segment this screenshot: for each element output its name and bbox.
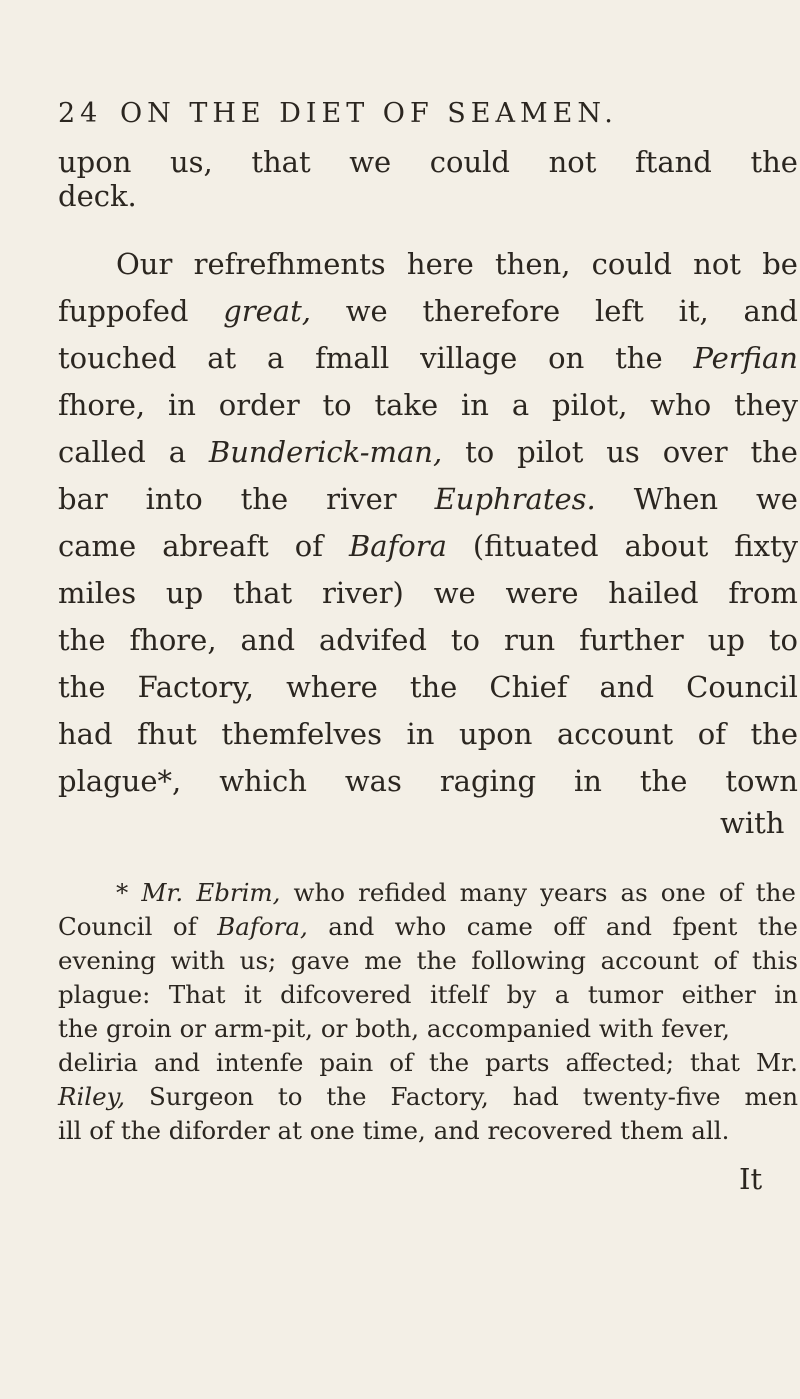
word: plague*, bbox=[58, 764, 182, 798]
word: Riley, bbox=[58, 1082, 125, 1111]
word: touched bbox=[58, 341, 177, 375]
word: bar bbox=[58, 482, 108, 516]
word: the bbox=[240, 482, 289, 516]
word: we bbox=[433, 576, 476, 610]
word: we bbox=[345, 294, 388, 328]
footnote-line-1 bbox=[116, 877, 796, 909]
word: of bbox=[718, 878, 743, 907]
word: could bbox=[429, 145, 510, 179]
body-line-1 bbox=[58, 142, 798, 182]
body-line-2: deck. bbox=[58, 179, 137, 213]
word: of bbox=[697, 717, 726, 751]
word: Mr. bbox=[756, 1048, 798, 1077]
word: many bbox=[459, 878, 528, 907]
word: Bunderick-man, bbox=[208, 435, 443, 469]
word: raging bbox=[439, 764, 537, 798]
word: in bbox=[774, 980, 798, 1009]
word: had bbox=[512, 1082, 559, 1111]
word: river) bbox=[322, 576, 404, 610]
word: the bbox=[750, 435, 798, 469]
body-line-9 bbox=[58, 526, 798, 566]
word: this bbox=[751, 946, 798, 975]
footnote-line-8: ill of the diforder at one time, and recovered them all. bbox=[58, 1116, 730, 1145]
word: fhut bbox=[137, 717, 197, 751]
body-line-14 bbox=[58, 761, 798, 801]
word: a bbox=[511, 388, 530, 422]
word: who bbox=[293, 878, 346, 907]
word: therefore bbox=[422, 294, 561, 328]
word: Bafora, bbox=[217, 912, 308, 941]
word: with bbox=[170, 946, 226, 975]
word: upon bbox=[459, 717, 533, 751]
word: following bbox=[471, 946, 586, 975]
word: plague: bbox=[58, 980, 151, 1009]
word: both, bbox=[355, 1014, 420, 1043]
word: affected; bbox=[565, 1048, 674, 1077]
word: the bbox=[409, 670, 458, 704]
word: the bbox=[750, 145, 798, 179]
word: not bbox=[693, 247, 741, 281]
word: we bbox=[755, 482, 798, 516]
word: of bbox=[389, 1048, 414, 1077]
body-line-3 bbox=[116, 244, 798, 284]
word: village bbox=[420, 341, 518, 375]
word: that bbox=[232, 576, 293, 610]
word: fhore, bbox=[58, 388, 146, 422]
word: then, bbox=[495, 247, 571, 281]
word: be bbox=[762, 247, 798, 281]
word: Bafora bbox=[348, 529, 447, 563]
word: Factory, bbox=[390, 1082, 489, 1111]
word: tumor bbox=[587, 980, 664, 1009]
word: one bbox=[660, 878, 706, 907]
word: with bbox=[598, 1014, 654, 1043]
word: Ebrim, bbox=[196, 878, 281, 907]
word: by bbox=[506, 980, 537, 1009]
word: Council bbox=[686, 670, 798, 704]
word: the bbox=[639, 764, 688, 798]
word: had bbox=[58, 717, 113, 751]
word: we bbox=[349, 145, 392, 179]
footnote-line-2 bbox=[58, 911, 798, 943]
word: over bbox=[662, 435, 728, 469]
word: twenty-five bbox=[582, 1082, 721, 1111]
word: Factory, bbox=[137, 670, 254, 704]
word: either bbox=[681, 980, 756, 1009]
word: town bbox=[725, 764, 798, 798]
word: in bbox=[574, 764, 602, 798]
word: on bbox=[548, 341, 585, 375]
word: groin bbox=[106, 1014, 172, 1043]
word: gave bbox=[290, 946, 350, 975]
word: from bbox=[728, 576, 798, 610]
word: refrefhments bbox=[193, 247, 386, 281]
word: abreaft bbox=[162, 529, 269, 563]
word: the bbox=[58, 623, 106, 657]
word: where bbox=[286, 670, 378, 704]
word: ftand bbox=[634, 145, 712, 179]
word: about bbox=[624, 529, 709, 563]
word: in bbox=[167, 388, 196, 422]
word: the bbox=[428, 1048, 470, 1077]
running-title: ON THE DIET OF SEAMEN. bbox=[120, 98, 618, 129]
body-line-10 bbox=[58, 573, 798, 613]
word: a bbox=[554, 980, 570, 1009]
word: us bbox=[606, 435, 640, 469]
word: to bbox=[768, 623, 798, 657]
word: into bbox=[145, 482, 203, 516]
footnote-line-7 bbox=[58, 1081, 798, 1113]
word: account bbox=[600, 946, 699, 975]
word: and bbox=[743, 294, 798, 328]
word: Council bbox=[58, 912, 153, 941]
footnote-line-3 bbox=[58, 945, 798, 977]
word: or bbox=[320, 1014, 348, 1043]
word: run bbox=[503, 623, 556, 657]
word: pilot bbox=[517, 435, 584, 469]
word: were bbox=[505, 576, 579, 610]
word: itfelf bbox=[429, 980, 489, 1009]
word: take bbox=[374, 388, 439, 422]
word: (fituated bbox=[472, 529, 599, 563]
word: fuppofed bbox=[58, 294, 189, 328]
word: the bbox=[750, 717, 798, 751]
word: intenfe bbox=[216, 1048, 304, 1077]
word: they bbox=[734, 388, 798, 422]
word: not bbox=[548, 145, 597, 179]
word: to bbox=[277, 1082, 303, 1111]
word: When bbox=[633, 482, 719, 516]
word: themfelves bbox=[221, 717, 382, 751]
footnote-line-6 bbox=[58, 1047, 798, 1079]
word: left bbox=[594, 294, 644, 328]
word: pain bbox=[319, 1048, 374, 1077]
word: hailed bbox=[608, 576, 699, 610]
word: evening bbox=[58, 946, 156, 975]
word: fhore, bbox=[129, 623, 217, 657]
word: and bbox=[153, 1048, 201, 1077]
word: and bbox=[605, 912, 652, 941]
word: Our bbox=[116, 247, 173, 281]
word: to bbox=[465, 435, 495, 469]
word: deliria bbox=[58, 1048, 139, 1077]
footnote-line-4 bbox=[58, 979, 798, 1011]
word: arm-pit, bbox=[213, 1014, 313, 1043]
page-number: 24 bbox=[58, 98, 103, 129]
word: of bbox=[172, 912, 197, 941]
word: called bbox=[58, 435, 146, 469]
word: upon bbox=[58, 145, 132, 179]
word: order bbox=[218, 388, 300, 422]
word: fpent bbox=[672, 912, 738, 941]
word: that bbox=[689, 1048, 741, 1077]
body-line-4 bbox=[58, 291, 798, 331]
word: miles bbox=[58, 576, 137, 610]
word: who bbox=[394, 912, 447, 941]
word: That bbox=[168, 980, 226, 1009]
word: account bbox=[556, 717, 674, 751]
word: Mr. bbox=[141, 878, 184, 907]
word: and bbox=[599, 670, 655, 704]
body-line-5 bbox=[58, 338, 798, 378]
word: or bbox=[179, 1014, 207, 1043]
word: men bbox=[744, 1082, 798, 1111]
body-line-13 bbox=[58, 714, 798, 754]
word: it bbox=[243, 980, 262, 1009]
word: * bbox=[116, 878, 129, 907]
word: Surgeon bbox=[148, 1082, 254, 1111]
word: to bbox=[322, 388, 352, 422]
body-line-12 bbox=[58, 667, 798, 707]
word: came bbox=[58, 529, 137, 563]
word: could bbox=[591, 247, 672, 281]
word: of bbox=[294, 529, 323, 563]
word: river bbox=[326, 482, 397, 516]
word: was bbox=[344, 764, 402, 798]
word: the bbox=[326, 1082, 367, 1111]
word: the bbox=[757, 912, 798, 941]
word: that bbox=[251, 145, 311, 179]
running-header bbox=[58, 98, 758, 129]
word: and bbox=[240, 623, 296, 657]
word: Euphrates. bbox=[434, 482, 596, 516]
word: came bbox=[466, 912, 533, 941]
catchword: It bbox=[739, 1162, 763, 1196]
word: us; bbox=[239, 946, 277, 975]
word: us, bbox=[169, 145, 213, 179]
word: parts bbox=[485, 1048, 550, 1077]
word: in bbox=[406, 717, 435, 751]
word: fmall bbox=[315, 341, 390, 375]
word: further bbox=[579, 623, 684, 657]
word: me bbox=[364, 946, 402, 975]
word: refided bbox=[358, 878, 447, 907]
body-line-8 bbox=[58, 479, 798, 519]
word: a bbox=[168, 435, 186, 469]
word: at bbox=[207, 341, 237, 375]
word: here bbox=[406, 247, 474, 281]
body-line-11 bbox=[58, 620, 798, 660]
word: it, bbox=[678, 294, 709, 328]
word: the bbox=[755, 878, 796, 907]
word: in bbox=[461, 388, 489, 422]
word: the bbox=[615, 341, 663, 375]
word: and bbox=[328, 912, 375, 941]
word: the bbox=[58, 1014, 99, 1043]
word: up bbox=[165, 576, 204, 610]
word: difcovered bbox=[280, 980, 412, 1009]
word: a bbox=[267, 341, 285, 375]
word: Chief bbox=[489, 670, 568, 704]
word: of bbox=[713, 946, 738, 975]
word: fixty bbox=[734, 529, 798, 563]
body-line-7 bbox=[58, 432, 798, 472]
word: years bbox=[540, 878, 608, 907]
word: as bbox=[620, 878, 648, 907]
word: accompanied bbox=[426, 1014, 592, 1043]
word: the bbox=[58, 670, 106, 704]
word: off bbox=[553, 912, 586, 941]
word: great, bbox=[223, 294, 311, 328]
word: fever, bbox=[661, 1014, 730, 1043]
word: up bbox=[707, 623, 745, 657]
word: which bbox=[219, 764, 307, 798]
word: the bbox=[416, 946, 457, 975]
word: advifed bbox=[318, 623, 427, 657]
word: Perfian bbox=[693, 341, 798, 375]
word: pilot, bbox=[551, 388, 628, 422]
word: who bbox=[650, 388, 712, 422]
body-line-6 bbox=[58, 385, 798, 425]
body-line-15: with bbox=[720, 806, 785, 840]
footnote-line-5 bbox=[58, 1013, 730, 1045]
word: to bbox=[450, 623, 481, 657]
